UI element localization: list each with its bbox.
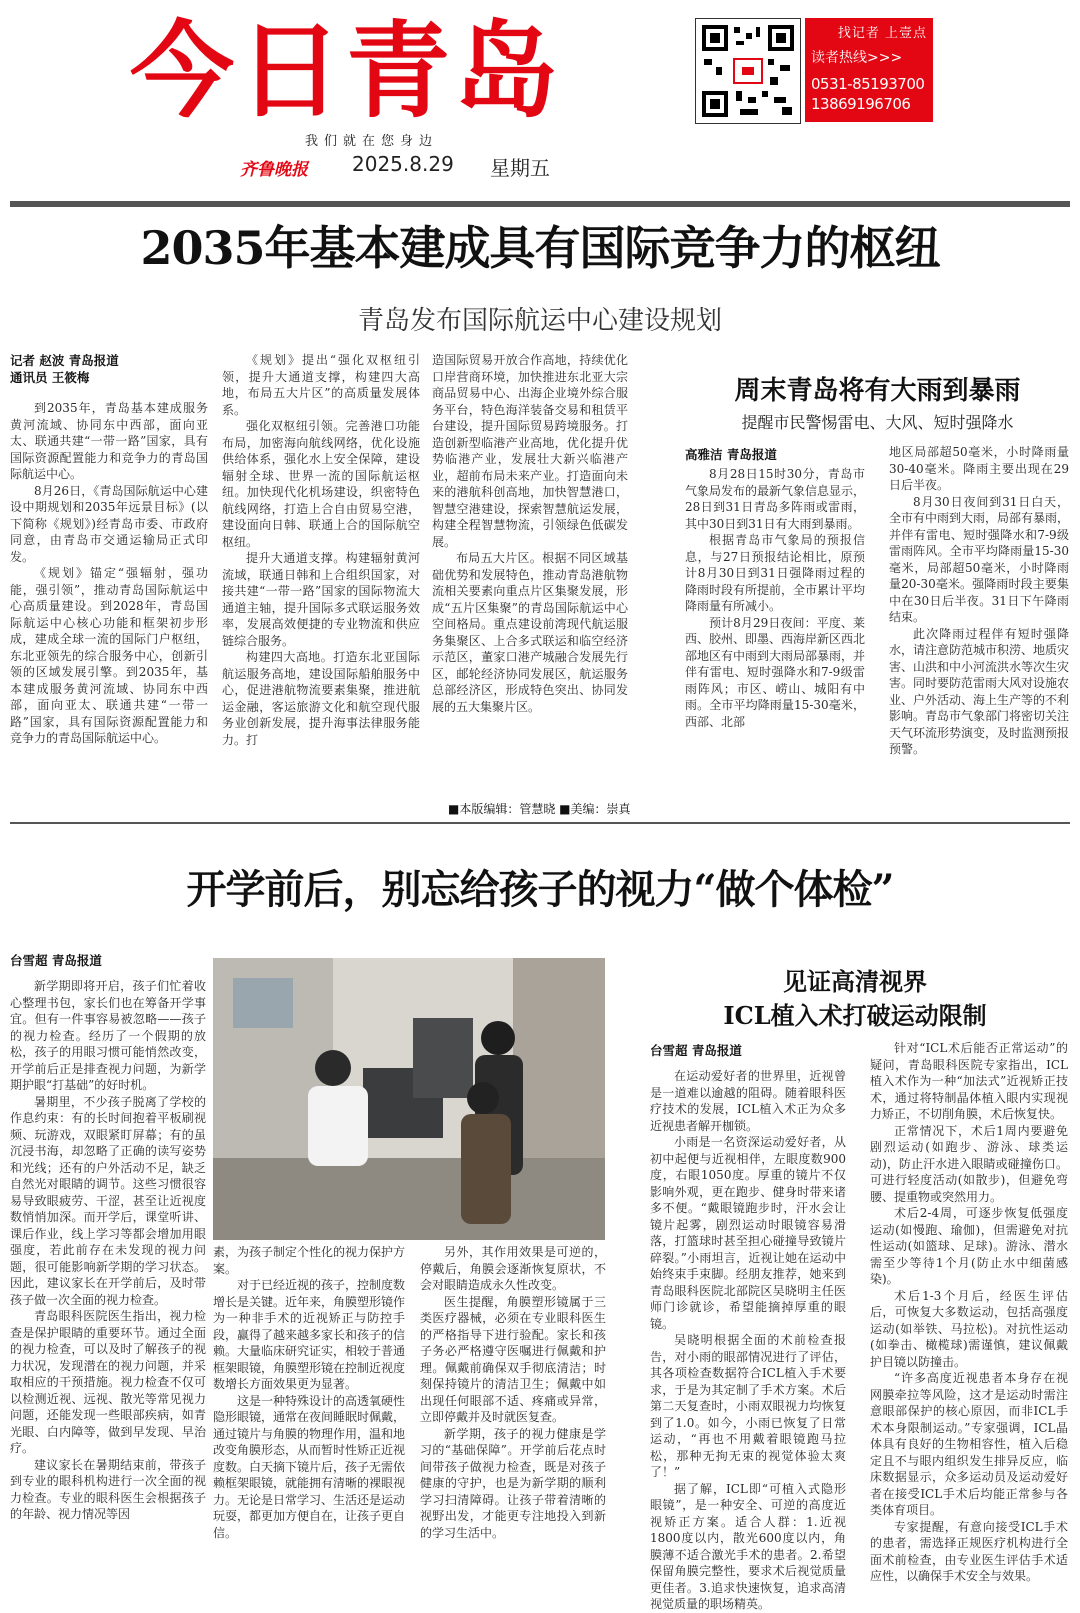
issue-weekday: 星期五	[490, 156, 550, 180]
article1-column-1	[10, 400, 208, 780]
paragraph: 术后2-4周，可逐步恢复低强度运动(如慢跑、瑜伽)，但需避免对抗性运动(如篮球、足球)。游泳、潜水需至少等待1个月(防止水中细菌感染)。	[870, 1206, 1068, 1286]
article1-headline: 2035年基本建成具有国际竞争力的枢纽	[140, 221, 940, 275]
hotline-phone-1: 0531-85193700	[811, 75, 925, 93]
paragraph: 提升大通道支撑。构建辐射黄河流域，联通日韩和上合组织国家，对接共建“一带一路”国家的国际物流大通道主轴，提升国际多式联运服务效率，发展高效便捷的专业物流和供应链综合服务。	[222, 551, 420, 648]
article2-column-1	[10, 978, 206, 1534]
article1-column-2	[222, 352, 420, 780]
paragraph: “许多高度近视患者本身存在视网膜牵拉等风险，这才是运动时需注意眼部保护的核心原因，而非ICL手术本身限制运动。”专家强调，ICL晶体具有良好的生物相容性，植入后稳定且不与眼内组织发生排异反应，临床数据显示，众多运动员及运动爱好者在接受ICL手术后均能正常参与各类体育项目。	[870, 1371, 1068, 1517]
paragraph: 建议家长在暑期结束前，带孩子到专业的眼科机构进行一次全面的视力检查。专业的眼科医生会根据孩子的年龄、视力情况等因	[10, 1457, 206, 1521]
eye-exam-photo	[213, 958, 605, 1240]
hotline-find: 找记者 上壹点	[837, 26, 927, 41]
paragraph: 针对“ICL术后能否正常运动”的疑问，青岛眼科医院专家指出，ICL植入术作为一种“加法式”近视矫正技术，通过将特制晶体植入眼内实现视力矫正，不切削角膜，术后恢复快。	[870, 1041, 1068, 1121]
paragraph: 青岛眼科医院医生指出，视力检查是保护眼睛的重要环节。通过全面的视力检查，可以及时了解孩子的视力状况，发现潜在的视力问题，并采取相应的干预措施。视力检查不仅可以检测近视、远视、散光等常见视力问题，还能发现一些眼部疾病，如青光眼、白内障等，做到早发现、早治疗。	[10, 1309, 206, 1455]
paragraph: 对于已经近视的孩子，控制度数增长是关键。近年来，角膜塑形镜作为一种非手术的近视矫正与防控手段，赢得了越来越多家长和孩子的信赖。大量临床研究证实，相较于普通框架眼镜，角膜塑形镜在控制近视度数增长方面效果更为显著。	[213, 1278, 406, 1391]
paragraph: 这是一种特殊设计的高透氧硬性隐形眼镜，通常在夜间睡眠时佩戴，通过镜片与角膜的物理作用，温和地改变角膜形态，从而暂时性矫正近视度数。白天摘下镜片后，孩子无需依赖框架眼镜，就能拥有清晰的裸眼视力。无论是日常学习、生活还是运动玩耍，都更加方便自在，让孩子更自信。	[213, 1393, 406, 1540]
masthead-slogan: 我们就在您身边	[305, 134, 439, 149]
paragraph: 正常情况下，术后1周内要避免剧烈运动(如跑步、游泳、球类运动)，防止汗水进入眼睛或碰撞伤口。可进行轻度活动(如散步)，但避免弯腰、提重物或突然用力。	[870, 1123, 1068, 1204]
article2-headline: 开学前后，别忘给孩子的视力“做个体检”	[186, 866, 894, 913]
paragraph: 预计8月29日夜间：平度、莱西、胶州、即墨、西海岸新区西北部地区有中雨到大雨局部暴雨，并伴有雷电、短时强降水和7-9级雷雨阵风；市区、崂山、城阳有中雨。全市平均降雨量15-30毫米，西部、北部	[685, 615, 866, 729]
weather-headline: 周末青岛将有大雨到暴雨	[734, 376, 1021, 406]
paragraph: 在运动爱好者的世界里，近视曾是一道难以逾越的阻碍。随着眼科医疗技术的发展，ICL植入术正为众多近视患者解开枷锁。	[650, 1069, 846, 1133]
paragraph: 专家提醒，有意向接受ICL手术的患者，需选择正规医疗机构进行全面术前检查，由专业医生评估手术适应性，以确保手术安全与效果。	[870, 1519, 1068, 1583]
article1-byline-reporter: 记者 赵波 青岛报道	[10, 353, 119, 368]
paragraph: 造国际贸易开放合作高地，持续优化口岸营商环境，加快推进东北亚大宗商品贸易中心、出海企业境外综合服务平台，特色海洋装备交易和租赁平台建设，提升国际贸易跨境服务。打造创新型临港产业高地，优化提升优势临港产业，发展壮大新兴临港产业，超前布局未来产业。打造面向未来的港航科创高地，加快智慧港口，智慧空港建设，探索智慧航运发展，构建全程智慧物流，引领绿色低碳发展。	[432, 353, 628, 549]
paragraph: 医生提醒，角膜塑形镜属于三类医疗器械，必须在专业眼科医生的严格指导下进行验配。家长和孩子务必严格遵守医嘱进行佩戴和护理。佩戴前确保双手彻底清洁；时刻保持镜片的清洁卫生；佩戴中如出现任何眼部不适、疼痛或异常，立即停戴并及时就医复查。	[420, 1294, 606, 1424]
article1-column-3	[432, 352, 628, 780]
eye-exam-illustration	[213, 958, 605, 1240]
paragraph: 强化双枢纽引领。完善港口功能布局，加密海向航线网络，优化设施供给体系，强化水上安全保障，建设辐射全球、世界一流的国际航运枢纽。加快现代化机场建设，织密特色航线网络，打造上合自由贸易空港，建设面向日韩、联通上合的国际航空枢纽。	[222, 419, 420, 549]
section-divider	[10, 822, 1070, 824]
page-editor-credit: ■本版编辑：管慧晓 ■美编：崇真	[448, 802, 631, 816]
paragraph: 新学期，孩子的视力健康是学习的“基础保障”。开学前后花点时间带孩子做视力检查，既是对孩子健康的守护，也是为新学期的顺利学习扫清障碍。让孩子带着清晰的视野出发，才能更专注地投入到新的学习生活中。	[420, 1426, 606, 1540]
paragraph: 《规划》锚定“强辐射，强功能，强引领”，推动青岛国际航运中心高质量建设。到2028年，青岛国际航运中心核心功能和框架初步形成，建成全球一流的国际门户枢纽，东北亚领先的综合服务中心，创新引领的区域发展引擎。到2035年，基本建成服务黄河流域、协同东中西部，面向亚太、联通共建“一带一路”国家，具有国际资源配置能力和竞争力的青岛国际航运中心。	[10, 566, 208, 745]
paragraph: 据了解，ICL即“可植入式隐形眼镜”，是一种安全、可逆的高度近视矫正方案。适合人群：1.近视1800度以内，散光600度以内，角膜薄不适合激光手术的患者。2.希望保留角膜完整性，要求术后视觉质量更佳者。3.追求快速恢复，追求高清视觉质量的职场精英。	[650, 1481, 846, 1611]
paragraph: 《规划》提出“强化双枢纽引领，提升大通道支撑，构建四大高地，布局五大片区”的高质量发展体系。	[222, 353, 420, 417]
paragraph: 素，为孩子制定个性化的视力保护方案。	[213, 1245, 406, 1276]
paragraph: 到2035年，青岛基本建成服务黄河流域、协同东中西部，面向亚太、联通共建“一带一路”国家，具有国际资源配置能力和竞争力的青岛国际航运中心。	[10, 401, 208, 481]
weather-subheadline: 提醒市民警惕雷电、大风、短时强降水	[741, 413, 1014, 432]
newspaper-brand: 齐鲁晚报	[240, 160, 308, 180]
hotline-phone-2: 13869196706	[811, 95, 911, 113]
reader-hotline-box	[805, 18, 933, 122]
paragraph: 8月26日，《青岛国际航运中心建设中期规划和2035年远景目标》(以下简称《规划》)经青岛市委、市政府同意，由青岛市交通运输局正式印发。	[10, 483, 208, 564]
weather-column-2	[889, 444, 1069, 780]
issue-date: 2025.8.29	[352, 152, 454, 176]
masthead-title: 今日青岛	[130, 10, 563, 132]
qr-code-icon	[696, 19, 800, 123]
icl-headline-line-2: ICL植入术打破运动限制	[723, 1001, 987, 1030]
article1-subheadline: 青岛发布国际航运中心建设规划	[357, 306, 722, 336]
paragraph: 此次降雨过程伴有短时强降水，请注意防范城市积涝、地质灾害、山洪和中小河流洪水等次生灾害。同时要防范雷雨大风对设施农业、户外活动、海上生产等的不利影响。青岛市气象部门将密切关注天气环流形势演变，及时监测预报预警。	[889, 626, 1070, 756]
article2-byline: 台雪超 青岛报道	[10, 953, 102, 968]
paragraph: 地区局部超50毫米，小时降雨量30-40毫米。降雨主要出现在29日后半夜。	[889, 445, 1069, 492]
weather-byline: 高雅洁 青岛报道	[685, 447, 777, 462]
weather-column-1	[685, 466, 865, 780]
paragraph: 布局五大片区。根据不同区域基础优势和发展特色，推动青岛港航物流相关要素向重点片区集聚发展，形成“五片区集聚”的青岛国际航运中心空间格局。重点建设前湾现代航运服务集聚区、上合多式联运和临空经济示范区，董家口港产城融合发展先行区，邮轮经济协同发展区，航运服务总部经济区，形成特色突出、协同发展的五大集聚片区。	[432, 551, 628, 714]
paragraph: 小雨是一名资深运动爱好者，从初中起便与近视相伴，左眼度数900度，右眼1050度。厚重的镜片不仅影响外观，更在跑步、健身时带来诸多不便。“戴眼镜跑步时，汗水会让镜片起雾，剧烈运动时眼镜容易滑落，打篮球时甚至担心碰撞导致镜片碎裂。”小雨坦言，近视让她在运动中始终束手束脚。经朋友推荐，她来到青岛眼科医院北部院区吴晓明主任医师门诊就诊，希望能摘掉厚重的眼镜。	[650, 1135, 846, 1331]
article2-column-2	[213, 1244, 406, 1540]
paragraph: 新学期即将开启，孩子们忙着收心整理书包，家长们也在筹备开学事宜。但有一件事容易被忽略——孩子的视力检查。经历了一个假期的放松，孩子的用眼习惯可能悄然改变，开学前后正是排查视力问题，为新学期护眼“打基础”的好时机。	[10, 979, 206, 1092]
paragraph: 构建四大高地。打造东北亚国际航运服务高地，建设国际船舶服务中心，促进港航物流要素集聚，推进航运金融，客运旅游文化和航空现代服务业创新发展，提升海事法律服务能力。打	[222, 650, 420, 747]
paragraph: 暑期里，不少孩子脱离了学校的作息约束：有的长时间抱着平板刷视频、玩游戏，双眼紧盯屏幕；有的虽沉浸书海，却忽略了正确的读写姿势和光线；还有的户外活动不足，缺乏自然光对眼睛的调节。这些习惯很容易导致眼疲劳、干涩，甚至让近视度数悄悄加深。而开学后，课堂听讲、课后作业，线上学习等都会增加用眼强度，若此前存在未发现的视力问题，很可能影响新学期的学习状态。因此，建议家长在开学前后，及时带孩子做一次全面的视力检查。	[10, 1094, 206, 1307]
icl-column-1	[650, 1068, 846, 1611]
paragraph: 吴晓明根据全面的术前检查报告，对小雨的眼部情况进行了评估，其各项检查数据符合ICL植入手术要求，于是为其定制了手术方案。术后第二天复查时，小雨双眼视力均恢复到了1.0。如今，小雨已恢复了日常运动，“再也不用戴着眼镜跑马拉松，那种无拘无束的视觉体验太爽了！”	[650, 1333, 846, 1479]
icl-byline: 台雪超 青岛报道	[650, 1043, 742, 1058]
article2-column-3	[420, 1244, 606, 1540]
article1-byline-correspondent: 通讯员 王筱梅	[10, 370, 90, 385]
icl-headline	[645, 965, 1065, 1033]
hotline-label: 读者热线>>>	[811, 50, 903, 66]
paragraph: 术后1-3个月后，经医生评估后，可恢复大多数运动，包括高强度运动(如举铁、马拉松)。对抗性运动(如拳击、橄榄球)需谨慎，建议佩戴护目镜以防撞击。	[870, 1288, 1068, 1369]
masthead-divider	[10, 201, 1070, 207]
article1-byline	[10, 352, 119, 386]
qr-code	[695, 18, 801, 124]
paragraph: 另外，其作用效果是可逆的，停戴后，角膜会逐渐恢复原状，不会对眼睛造成永久性改变。	[420, 1245, 606, 1292]
paragraph: 8月30日夜间到31日白天，全市有中雨到大雨，局部有暴雨，并伴有雷电、短时强降水和7-9级雷雨阵风。全市平均降雨量15-30毫米，局部超50毫米，小时降雨量20-30毫米。强降雨时段主要集中在30日后半夜。31日下午降雨结束。	[889, 494, 1070, 624]
paragraph: 根据青岛市气象局的预报信息，与27日预报结论相比，原预计8月30日到31日强降雨过程的降雨时段有所提前，全市累计平均降雨量有所减小。	[685, 533, 866, 613]
icl-column-2	[870, 1040, 1068, 1583]
icl-headline-line-1: 见证高清视界	[783, 967, 927, 996]
paragraph: 8月28日15时30分，青岛市气象局发布的最新气象信息显示，28日到31日青岛多阵雨或雷雨，其中30日到31日有大雨到暴雨。	[685, 467, 866, 531]
